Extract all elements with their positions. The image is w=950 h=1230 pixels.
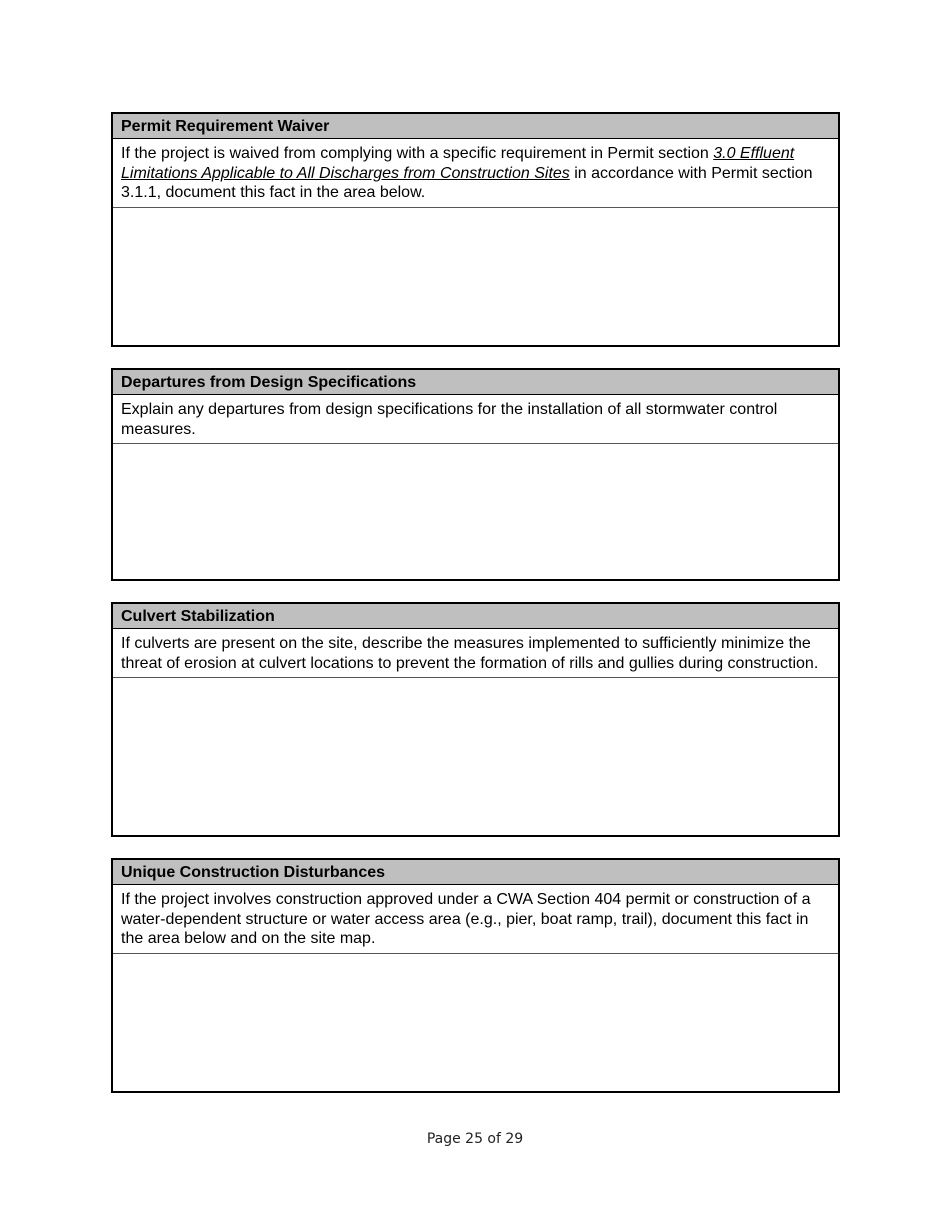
section-description [113, 139, 838, 208]
culvert-stabilization-section [111, 602, 840, 837]
section-title: Culvert Stabilization [113, 604, 838, 629]
departures-design-specifications-section [111, 368, 840, 581]
description-text-before: If the project is waived from complying with a specific requirement in Permit section [121, 145, 714, 162]
section-description: If culverts are present on the site, describe the measures implemented to sufficiently minimize the threat of erosion at culvert locations to prevent the formation of rills and gullies during construction. [113, 629, 838, 678]
section-title: Permit Requirement Waiver [113, 114, 838, 139]
section-description: If the project involves construction approved under a CWA Section 404 permit or construction of a water-dependent structure or water access area (e.g., pier, boat ramp, trail), document this fact in the area below and on the site map. [113, 885, 838, 954]
section-title: Unique Construction Disturbances [113, 860, 838, 885]
permit-requirement-waiver-section [111, 112, 840, 347]
unique-construction-disturbances-section [111, 858, 840, 1093]
section-title: Departures from Design Specifications [113, 370, 838, 395]
page-number: Page 25 of 29 [426, 1131, 524, 1147]
description-text-after: in accordance with Permit section 3.1.1, document this fact in the area below. [121, 164, 813, 201]
section-description: Explain any departures from design specifications for the installation of all stormwater control measures. [113, 395, 838, 444]
permit-section-link[interactable]: 3.0 Effluent Limitations Applicable to All Discharges from Construction Sites [121, 145, 795, 182]
